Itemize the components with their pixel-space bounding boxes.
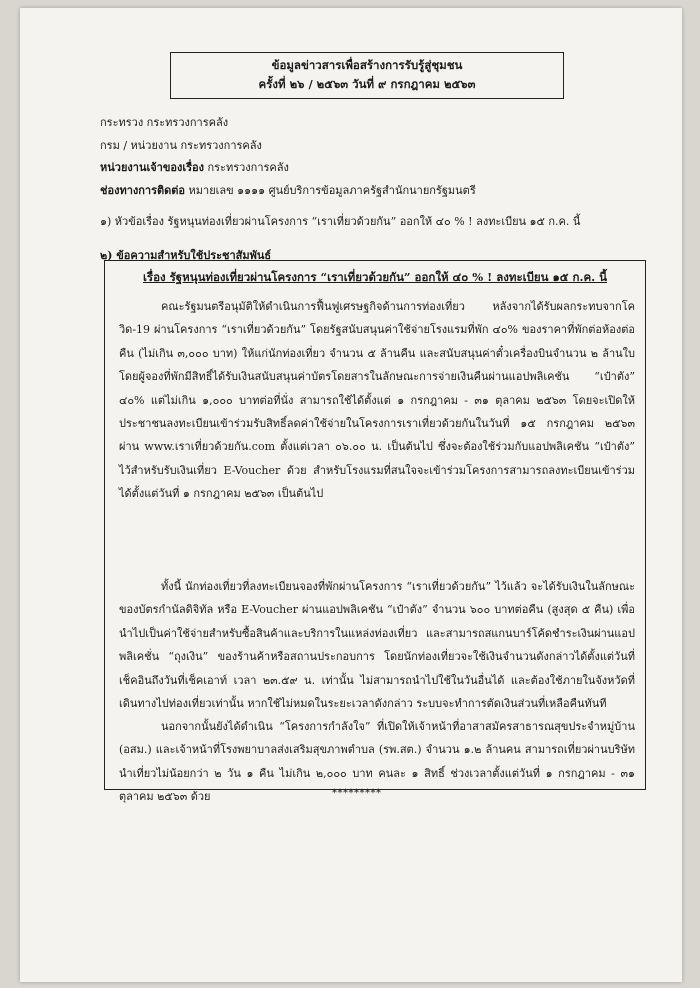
paragraph-1: คณะรัฐมนตรีอนุมัติให้ดำเนินการฟื้นฟูเศรษฐกิจด้านการท่องเที่ยว หลังจากได้รับผลกระทบจากโควิด-19 ผ่านโครงการ “เราเที่ยวด้วยกัน” โดยรัฐสนับสนุนค่าใช้จ่ายโรงแรมที่พัก ๔๐% ของราคาที่พักต่อห้องต่อคืน (ไม่เกิน ๓,๐๐๐ บาท) ให้แก่นักท่องเที่ยว จำนวน ๕ ล้านคืน และสนับสนุนค่าตั๋วเครื่องบินจำนวน ๒ ล้านใบ โดยผู้จองที่พักมีสิทธิ์ได้รับเงินสนับสนุนค่าบัตรโดยสารในลักษณะการจ่ายเงินคืนผ่านแอปพลิเคชัน “เป๋าตัง” ๔๐% แต่ไม่เกิน ๑,๐๐๐ บาทต่อที่นั่ง สามารถใช้ได้ตั้งแต่ ๑ กรกฎาคม - ๓๑ ตุลาคม ๒๕๖๓ โดยจะเปิดให้ประชาชนลงทะเบียนเข้าร่วมรับสิทธิ์ลดค่าใช้จ่ายในโครงการเราเที่ยวด้วยกันในวันที่ ๑๕ กรกฎาคม ๒๕๖๓ ผ่าน www.เราเที่ยวด้วยกัน.com ตั้งแต่เวลา ๐๖.๐๐ น. เป็นต้นไป ซึ่งจะต้องใช้ร่วมกับแอปพลิเคชัน “เป๋าตัง” ไว้สำหรับรับเงินเที่ยว E-Voucher ด้วย สำหรับโรงแรมที่สนใจจะเข้าร่วมโครงการสามารถลงทะเบียนเข้าร่วมได้ตั้งแต่วันที่ ๑ กรกฎาคม ๒๕๖๓ เป็นต้นไป (119, 300, 635, 501)
meta-label: กระทรวง (100, 116, 144, 129)
meta-value: หมายเลข ๑๑๑๑ ศูนย์บริการข้อมูลภาครัฐสำนักนายกรัฐมนตรี (185, 183, 476, 197)
meta-label: ช่องทางการติดต่อ (100, 183, 186, 197)
end-mark: ********* (332, 788, 382, 799)
meta-ministry (100, 112, 660, 135)
document-title: ข้อมูลข่าวสารเพื่อสร้างการรับรู้สู่ชุมชน (271, 58, 463, 72)
meta-owner (100, 157, 660, 180)
meta-value: กระทรวงการคลัง (176, 138, 262, 152)
paragraph-2: ทั้งนี้ นักท่องเที่ยวที่ลงทะเบียนจองที่พักผ่านโครงการ “เราเที่ยวด้วยกัน” ไว้แล้ว จะได้รับเงินในลักษณะของบัตรกำนัลดิจิทัล หรือ E-Voucher ผ่านแอปพลิเคชัน “เป๋าตัง” จำนวน ๖๐๐ บาทต่อคืน (สูงสุด ๕ คืน) เพื่อนำไปเป็นค่าใช้จ่ายสำหรับซื้อสินค้าและบริการในแหล่งท่องเที่ยว และสามารถสแกนบาร์โค้ดชำระเงินผ่านแอปพลิเคชั่น “ถุงเงิน” ของร้านค้าหรือสถานประกอบการ โดยนักท่องเที่ยวจะใช้เงินจำนวนดังกล่าวได้ตั้งแต่วันที่เช็คอินถึงวันที่เช็คเอาท์ เวลา ๒๓.๕๙ น. เท่านั้น ไม่สามารถนำไปใช้ในวันอื่นได้ และต้องใช้ภายในจังหวัดที่เดินทางไปท่องเที่ยวเท่านั้น หากใช้ไม่หมดในระยะเวลาดังกล่าว ระบบจะทำการตัดเงินส่วนที่เหลือคืนทันที (119, 580, 635, 711)
meta-contact (100, 180, 660, 203)
meta-value: กระทรวงการคลัง (203, 161, 289, 174)
section-pr-text: ๒) ข้อความสำหรับใช้ประชาสัมพันธ์ (100, 249, 272, 262)
headline: เรื่อง รัฐหนุนท่องเที่ยวผ่านโครงการ “เราเที่ยวด้วยกัน” ออกให้ ๔๐ % ! ลงทะเบียน ๑๕ ก.ค. นี้ (142, 270, 608, 284)
section-topic: ๑) หัวข้อเรื่อง รัฐหนุนท่องเที่ยวผ่านโครงการ “เราเที่ยวด้วยกัน” ออกให้ ๔๐ % ! ลงทะเบียน ๑๕ ก.ค. นี้ (100, 215, 581, 228)
title-box (170, 52, 564, 99)
metadata-block (100, 112, 660, 202)
meta-label: กรม / หน่วยงาน (100, 138, 177, 152)
meta-department (100, 135, 660, 158)
meta-label: หน่วยงานเจ้าของเรื่อง (100, 161, 204, 174)
pr-content-box (104, 260, 646, 804)
meta-value: กระทรวงการคลัง (143, 116, 229, 129)
paragraph-3: นอกจากนั้นยังได้ดำเนิน “โครงการกำลังใจ” ที่เปิดให้เจ้าหน้าที่อาสาสมัครสาธารณสุขประจำหมู่บ้าน (อสม.) และเจ้าหน้าที่โรงพยาบาลส่งเสริมสุขภาพตำบล (รพ.สต.) จำนวน ๑.๒ ล้านคน สามารถเที่ยวผ่านบริษัทนำเที่ยวไม่น้อยกว่า ๒ วัน ๑ คืน ไม่เกิน ๒,๐๐๐ บาท คนละ ๑ สิทธิ์ ช่วงเวลาตั้งแต่วันที่ ๑ กรกฎาคม - ๓๑ ตุลาคม ๒๕๖๓ ด้วย (119, 720, 635, 804)
document-page (20, 8, 682, 982)
issue-line: ครั้งที่ ๒๖ / ๒๕๖๓ วันที่ ๙ กรกฎาคม ๒๕๖๓ (258, 77, 476, 91)
